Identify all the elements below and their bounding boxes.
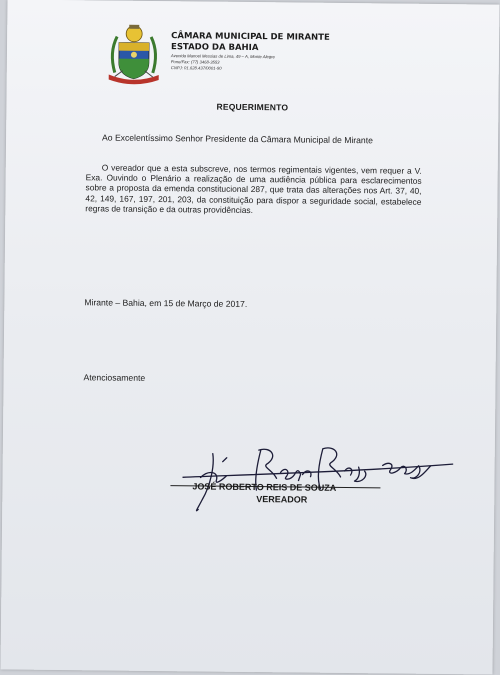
letterhead-phone: Fone/Fax: (77) 3468-3553 xyxy=(170,59,220,65)
body-paragraph-container xyxy=(85,162,422,217)
signer-name: JOSÉ ROBERTO REIS DE SOUZA xyxy=(192,481,337,493)
letterhead-state: ESTADO DA BAHIA xyxy=(170,42,259,54)
document-title: REQUERIMENTO xyxy=(216,101,289,113)
letterhead-organization: CÂMARA MUNICIPAL DE MIRANTE xyxy=(171,31,330,43)
letterhead-cnpj: CNPJ: 01.628.437/0001-90 xyxy=(170,65,222,71)
signer-role: VEREADOR xyxy=(256,494,308,505)
letterhead xyxy=(171,31,330,73)
closing: Atenciosamente xyxy=(83,372,146,383)
document-page xyxy=(1,0,500,675)
letterhead-address: Avenida Manoel Messias de Lima, 49 – A, Monte Alegre xyxy=(170,53,275,60)
place-date: Mirante – Bahia, em 15 de Março de 2017. xyxy=(84,297,248,309)
salutation: Ao Excelentíssimo Senhor Presidente da Câmara Municipal de Mirante xyxy=(102,132,373,146)
body-paragraph: O vereador que a esta subscreve, nos termos regimentais vigentes, vem requer a V. Exa. Ouvindo o Plenário a realização de uma audiência pública para esclarecimentos sobre a proposta da emenda constitucional 287, que trata das alterações nos Art. 37, 40, 42, 149, 167, 197, 201, 203, da constituição para dispor a seguridade social, estabelece regras de transição e da outras providências. xyxy=(85,162,422,215)
municipal-coat-of-arms xyxy=(105,22,164,85)
